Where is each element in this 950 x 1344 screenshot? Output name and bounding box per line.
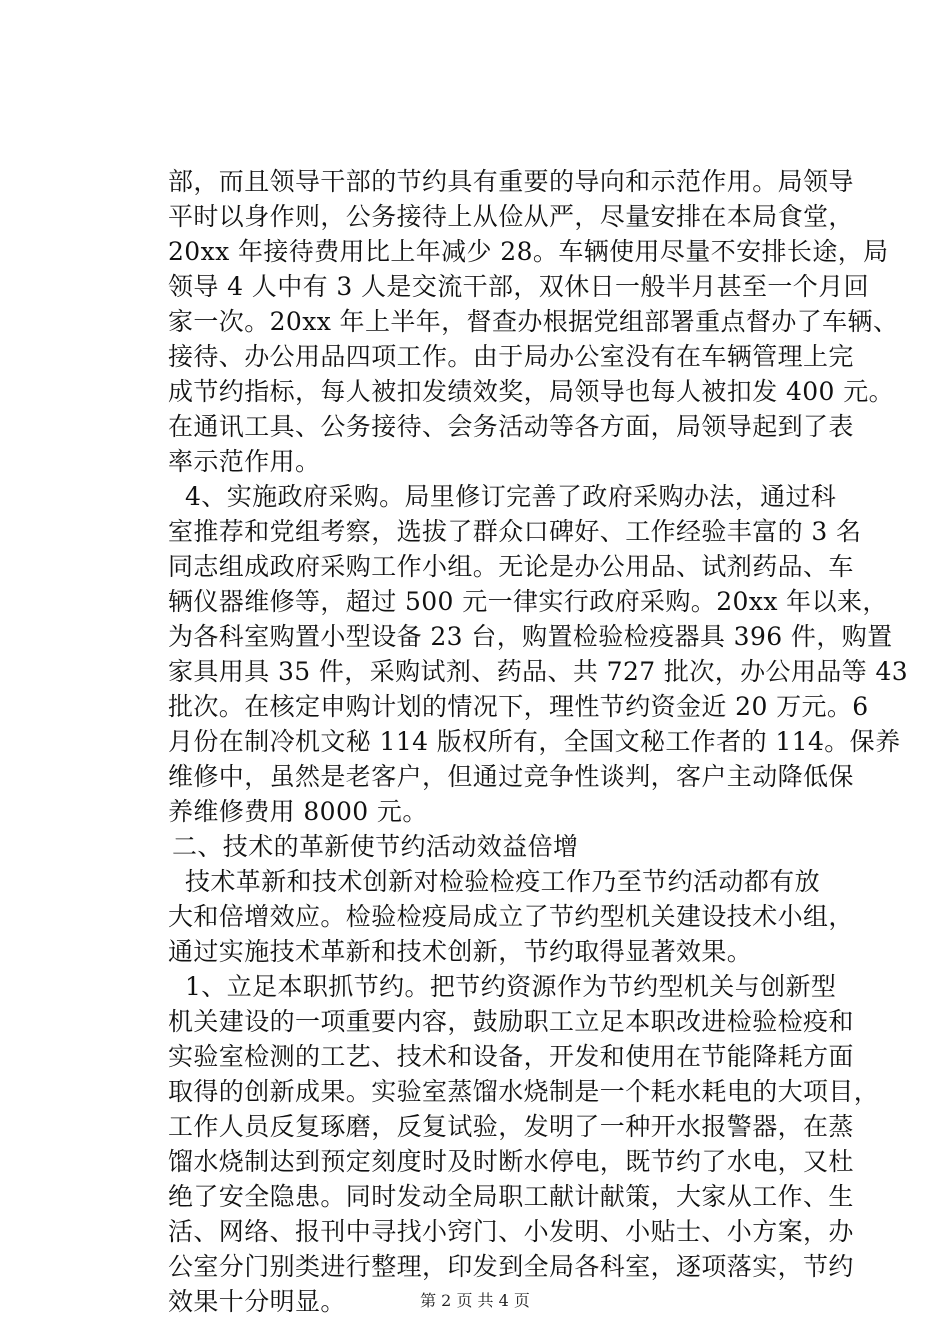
text-line: 批次。在核定申购计划的情况下，理性节约资金近 20 万元。6 — [168, 692, 869, 721]
text-line: 领导 4 人中有 3 人是交流干部，双休日一般半月甚至一个月回 — [168, 272, 870, 301]
section-heading: 二、技术的革新使节约活动效益倍增 — [172, 832, 579, 861]
text-line: 接待、办公用品四项工作。由于局办公室没有在车辆管理上完 — [168, 342, 854, 371]
text-line: 养维修费用 8000 元。 — [168, 797, 428, 826]
paragraph-leadership-example — [168, 164, 899, 479]
text-line: 成节约指标，每人被扣发绩效奖，局领导也每人被扣发 400 元。 — [168, 377, 895, 406]
text-line: 室推荐和党组考察，选拔了群众口碑好、工作经验丰富的 3 名 — [168, 517, 862, 546]
text-line: 同志组成政府采购工作小组。无论是办公用品、试剂药品、车 — [168, 552, 854, 581]
text-line: 4、实施政府采购。局里修订完善了政府采购办法，通过科 — [185, 482, 837, 511]
text-line: 公室分门别类进行整理，印发到全局各科室，逐项落实，节约 — [168, 1252, 854, 1281]
text-line: 馏水烧制达到预定刻度时及时断水停电，既节约了水电，又杜 — [168, 1147, 854, 1176]
section-heading-technical-innovation — [168, 829, 858, 864]
page-number-footer: 第 2 页 共 4 页 — [420, 1291, 530, 1310]
text-line: 家具用具 35 件，采购试剂、药品、共 727 批次，办公用品等 43 — [168, 657, 909, 686]
text-line: 在通讯工具、公务接待、会务活动等各方面，局领导起到了表 — [168, 412, 854, 441]
text-line: 20xx 年接待费用比上年减少 28。车辆使用尽量不安排长途，局 — [168, 237, 889, 266]
text-line: 平时以身作则，公务接待上从俭从严，尽量安排在本局食堂， — [168, 202, 854, 231]
text-line: 技术革新和技术创新对检验检疫工作乃至节约活动都有放 — [185, 867, 821, 896]
text-line: 工作人员反复琢磨，反复试验，发明了一种开水报警器，在蒸 — [168, 1112, 854, 1141]
document-body — [168, 164, 909, 1319]
text-line: 月份在制冷机文秘 114 版权所有，全国文秘工作者的 114。保养 — [168, 727, 901, 756]
text-line: 率示范作用。 — [168, 447, 321, 476]
text-line: 机关建设的一项重要内容，鼓励职工立足本职改进检验检疫和 — [168, 1007, 854, 1036]
paragraph-government-procurement — [168, 479, 909, 829]
text-line: 绝了安全隐患。同时发动全局职工献计献策，大家从工作、生 — [168, 1182, 854, 1211]
paragraph-job-based-saving — [168, 969, 880, 1319]
text-line: 大和倍增效应。检验检疫局成立了节约型机关建设技术小组， — [168, 902, 854, 931]
paragraph-technical-innovation-intro — [168, 864, 858, 969]
text-line: 维修中，虽然是老客户，但通过竞争性谈判，客户主动降低保 — [168, 762, 854, 791]
text-line: 通过实施技术革新和技术创新，节约取得显著效果。 — [168, 937, 753, 966]
text-line: 实验室检测的工艺、技术和设备，开发和使用在节能降耗方面 — [168, 1042, 854, 1071]
text-line: 家一次。20xx 年上半年，督查办根据党组部署重点督办了车辆、 — [168, 307, 899, 336]
text-line: 活、网络、报刊中寻找小窍门、小发明、小贴士、小方案，办 — [168, 1217, 854, 1246]
text-line: 为各科室购置小型设备 23 台，购置检验检疫器具 396 件，购置 — [168, 622, 893, 651]
text-line: 辆仪器维修等，超过 500 元一律实行政府采购。20xx 年以来， — [168, 587, 888, 616]
text-line: 部，而且领导干部的节约具有重要的导向和示范作用。局领导 — [168, 167, 854, 196]
text-line: 取得的创新成果。实验室蒸馏水烧制是一个耗水耗电的大项目， — [168, 1077, 880, 1106]
text-line: 1、立足本职抓节约。把节约资源作为节约型机关与创新型 — [185, 972, 837, 1001]
text-line: 效果十分明显。 — [168, 1287, 346, 1316]
